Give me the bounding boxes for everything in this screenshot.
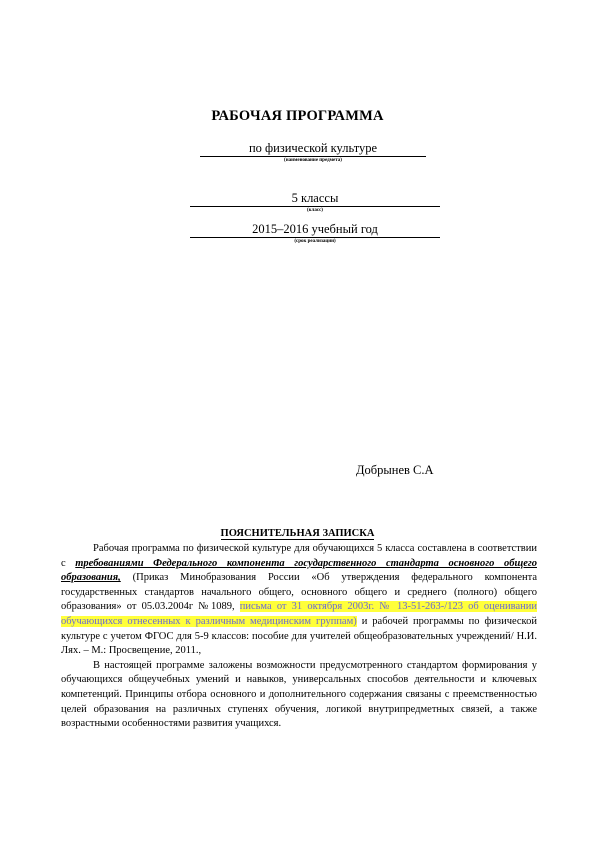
- year-line: 2015–2016 учебный год: [190, 222, 440, 238]
- document-title: РАБОЧАЯ ПРОГРАММА: [211, 108, 384, 124]
- explanatory-note-body: [61, 542, 537, 732]
- p1-requirements: требованиями Федерального компонента государственного стандарта основного общего образования,: [61, 557, 537, 584]
- subject-caption: (наименование предмета): [284, 158, 342, 163]
- year-caption: (срок реализации): [294, 239, 336, 244]
- section-heading-text: ПОЯСНИТЕЛЬНАЯ ЗАПИСКА: [220, 528, 375, 539]
- subject-line: по физической культуре: [200, 141, 426, 157]
- p1-intro: Рабочая программа по физической культуре для обучающихся 5 класса составлена в соответствии с: [61, 543, 537, 569]
- p1-highlighted-letter: письма от 31 октября 2003г. № 13-51-263-/123 об оценивании обучающихся отнесенных к различным медицинским группам): [61, 601, 537, 627]
- section-heading: [0, 528, 595, 539]
- p1-program: и рабочей программы по физической культуре с учетом ФГОС для 5-9 классов: пособие для учителей общеобразовательных учреждений/ Н.И. Лях. – М.: Просвещение, 2011.,: [61, 615, 537, 657]
- grade-line: 5 классы: [190, 191, 440, 207]
- author-name: Добрынев С.А: [356, 463, 434, 477]
- grade-caption: (класс): [307, 208, 323, 213]
- paragraph-1: [61, 542, 537, 659]
- p1-order: (Приказ Минобразования России «Об утверждения федерального компонента государственных стандартов начального общего, основного общего и среднего (полного) общего образования» от 05.03.2004г №1089,: [61, 572, 537, 613]
- paragraph-2: В настоящей программе заложены возможности предусмотренного стандартом формирования у обучающихся общеучебных умений и навыков, универсальных способов деятельности и ключевых компетенций. Принципы отбора основного и дополнительного содержания связаны с преемственностью целей образования на различных ступенях обучения, логикой внутрипредметных связей, а также возрастными особенностями развития учащихся.: [61, 659, 537, 730]
